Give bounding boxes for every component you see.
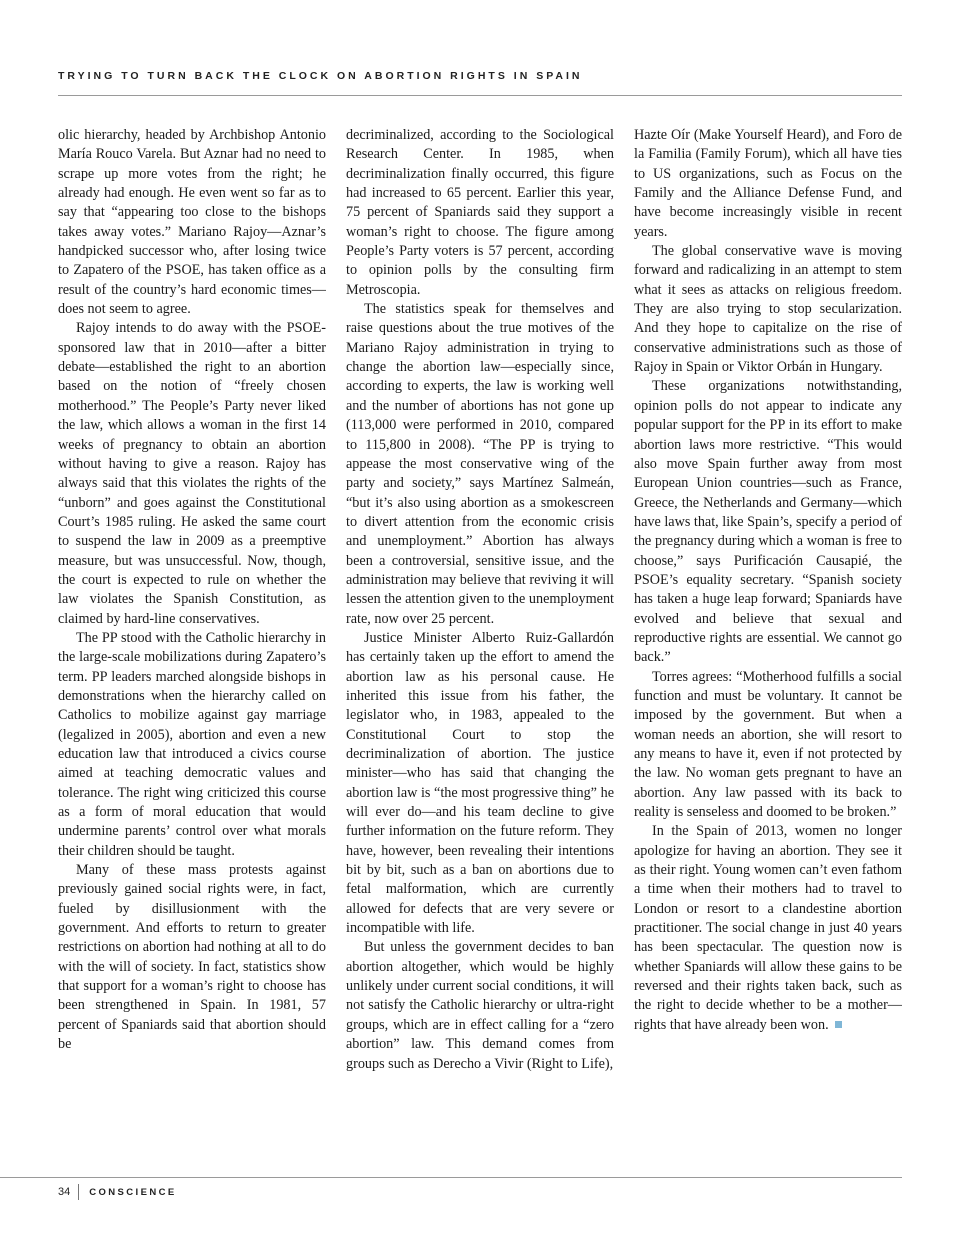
- footer-rule: [0, 1177, 902, 1178]
- paragraph: These organizations notwithstanding, opinion polls do not appear to indicate any popular support for the PP in its effort to make abortion laws more restrictive. “This would also move Spain further away from most European Union countries—such as France, Greece, the Netherlands and Germany—which have laws that, like Spain’s, specify a period of the pregnancy during which a woman is free to choose,” says Purificación Causapié, the PSOE’s equality secretary. “Spanish society has taken a huge leap forward; Spaniards have evolved and believe that sexual and reproductive rights are essential. We cannot go back.”: [634, 378, 902, 666]
- header-rule: [58, 95, 902, 96]
- paragraph: Torres agrees: “Motherhood fulfills a social function and must be voluntary. It cannot be imposed by the government. But when a woman needs an abortion, she will resort to any means to have it, even if not protected by the law. No woman gets pregnant to have an abortion. Any law passed with its back to reality is senseless and doomed to be broken.”: [634, 668, 902, 821]
- paragraph: The global conservative wave is moving forward and radicalizing in an attempt to stem what it sees as attacks on religious freedom. They are also trying to stop secularization. And they hope to capitalize on the rise of conservative administrations such as those of Rajoy in Spain or Viktor Orbán in Hungary.: [634, 243, 902, 376]
- paragraph: But unless the government decides to ban abortion altogether, which would be highly unlikely under current social conditions, it will not satisfy the Catholic hierarchy or ultra-right groups, which are in effect calling for a “zero abortion” law. This demand comes from groups such as Derecho a Vivir (Right to Life),: [346, 939, 614, 1072]
- publication-name: CONSCIENCE: [89, 1186, 177, 1198]
- paragraph: decriminalized, according to the Sociological Research Center. In 1985, when decriminalization finally occurred, this figure had increased to 65 percent. Earlier this year, 75 percent of Spaniards said they support a woman’s right to choose. The figure among People’s Party voters is 57 percent, according to opinion polls by the consulting firm Metroscopia.: [346, 127, 614, 298]
- folio: [58, 1184, 177, 1200]
- paragraph: Many of these mass protests against previously gained social rights were, in fact, fueled by disillusionment with the government. And efforts to return to greater restrictions on abortion had nothing at all to do with the will of society. In fact, statistics show that support for a woman’s right to choose has been strengthened in Spain. In 1981, 57 percent of Spaniards said that abortion should be: [58, 862, 326, 1053]
- column-3: [634, 126, 902, 1166]
- article-body: [58, 126, 902, 1166]
- column-2: [346, 126, 614, 1166]
- paragraph: The statistics speak for themselves and raise questions about the true motives of the Mariano Rajoy administration in trying to change the abortion law—especially since, according to experts, the law is working well and the number of abortions has not gone up (113,000 were performed in 2010, compared to 115,800 in 2008). “The PP is trying to appease the most conservative wing of the party and society,” says Martínez Salmeán, “but it’s also using abortion as a smokescreen to divert attention from the economic crisis and unemployment.” Abortion has always been a controversial, sensitive issue, and the administration may believe that reviving it will lessen the attention given to the unemployment rate, now over 25 percent.: [346, 301, 614, 627]
- paragraph-text: In the Spain of 2013, women no longer apologize for having an abortion. They see it as their right. Young women can’t even fathom a time when their mothers had to travel to London or resort to a clandestine abortion practitioner. The social change in just 40 years has been spectacular. The question now is whether Spaniards will allow these gains to be reversed and their rights taken back, such as the right to decide whether to be a mother—rights that have already been won.: [634, 823, 902, 1033]
- folio-divider: [78, 1184, 79, 1200]
- running-head: TRYING TO TURN BACK THE CLOCK ON ABORTION RIGHTS IN SPAIN: [58, 70, 583, 82]
- paragraph: olic hierarchy, headed by Archbishop Antonio María Rouco Varela. But Aznar had no need to scrape up more votes from the right; he already had enough. He even went so far as to say that “appearing too close to the bishops takes away votes.” Mariano Rajoy—Aznar’s handpicked successor who, after losing twice to Zapatero of the PSOE, has taken office as a result of the country’s hard economic times—does not seem to agree.: [58, 127, 326, 318]
- column-1: [58, 126, 326, 1166]
- paragraph: The PP stood with the Catholic hierarchy in the large-scale mobilizations during Zapatero’s term. PP leaders marched alongside bishops in demonstrations when the hierarchy called on Catholics to mobilize against gay marriage (legalized in 2005), abortion and even a new education law that introduced a civics course aimed at teaching democratic values and tolerance. The right wing criticized this course as a form of moral education that would undermine parents’ control over what morals their children should be taught.: [58, 629, 326, 859]
- paragraph: Justice Minister Alberto Ruiz-Gallardón has certainly taken up the effort to amend the abortion law as his personal cause. He inherited this issue from his father, the legislator who, in 1983, appealed to the Constitutional Court to stop the decriminalization of abortion. The justice minister—who has said that changing the abortion law is “the most progressive thing” he will ever do—and his team decline to give further information on the future reform. They have, however, been revealing their intentions bit by bit, such as a ban on abortions due to fetal malformation, which are currently allowed for defects that are very severe or incompatible with life.: [346, 629, 614, 937]
- page-number: 34: [58, 1186, 71, 1198]
- end-mark-icon: [835, 1021, 842, 1028]
- paragraph: Rajoy intends to do away with the PSOE-sponsored law that in 2010—after a bitter debate—established the right to an abortion based on the notion of “freely chosen motherhood.” The People’s Party never liked the law, which allows a woman in the first 14 weeks of pregnancy to obtain an abortion without having to give a reason. Rajoy has always said that this violates the rights of the “unborn” and goes against the Constitutional Court’s 1985 ruling. He asked the same court to suspend the law in 2009 as a preemptive measure, but was unsuccessful. Now, though, the court is expected to rule on whether the law violates the Spanish Constitution, as claimed by hard-line conservatives.: [58, 320, 326, 627]
- paragraph-final: [634, 822, 902, 1035]
- paragraph: Hazte Oír (Make Yourself Heard), and Foro de la Familia (Family Forum), which all have ties to US organizations, such as Focus on the Family and the Alliance Defense Fund, and have become increasingly visible in recent years.: [634, 127, 902, 240]
